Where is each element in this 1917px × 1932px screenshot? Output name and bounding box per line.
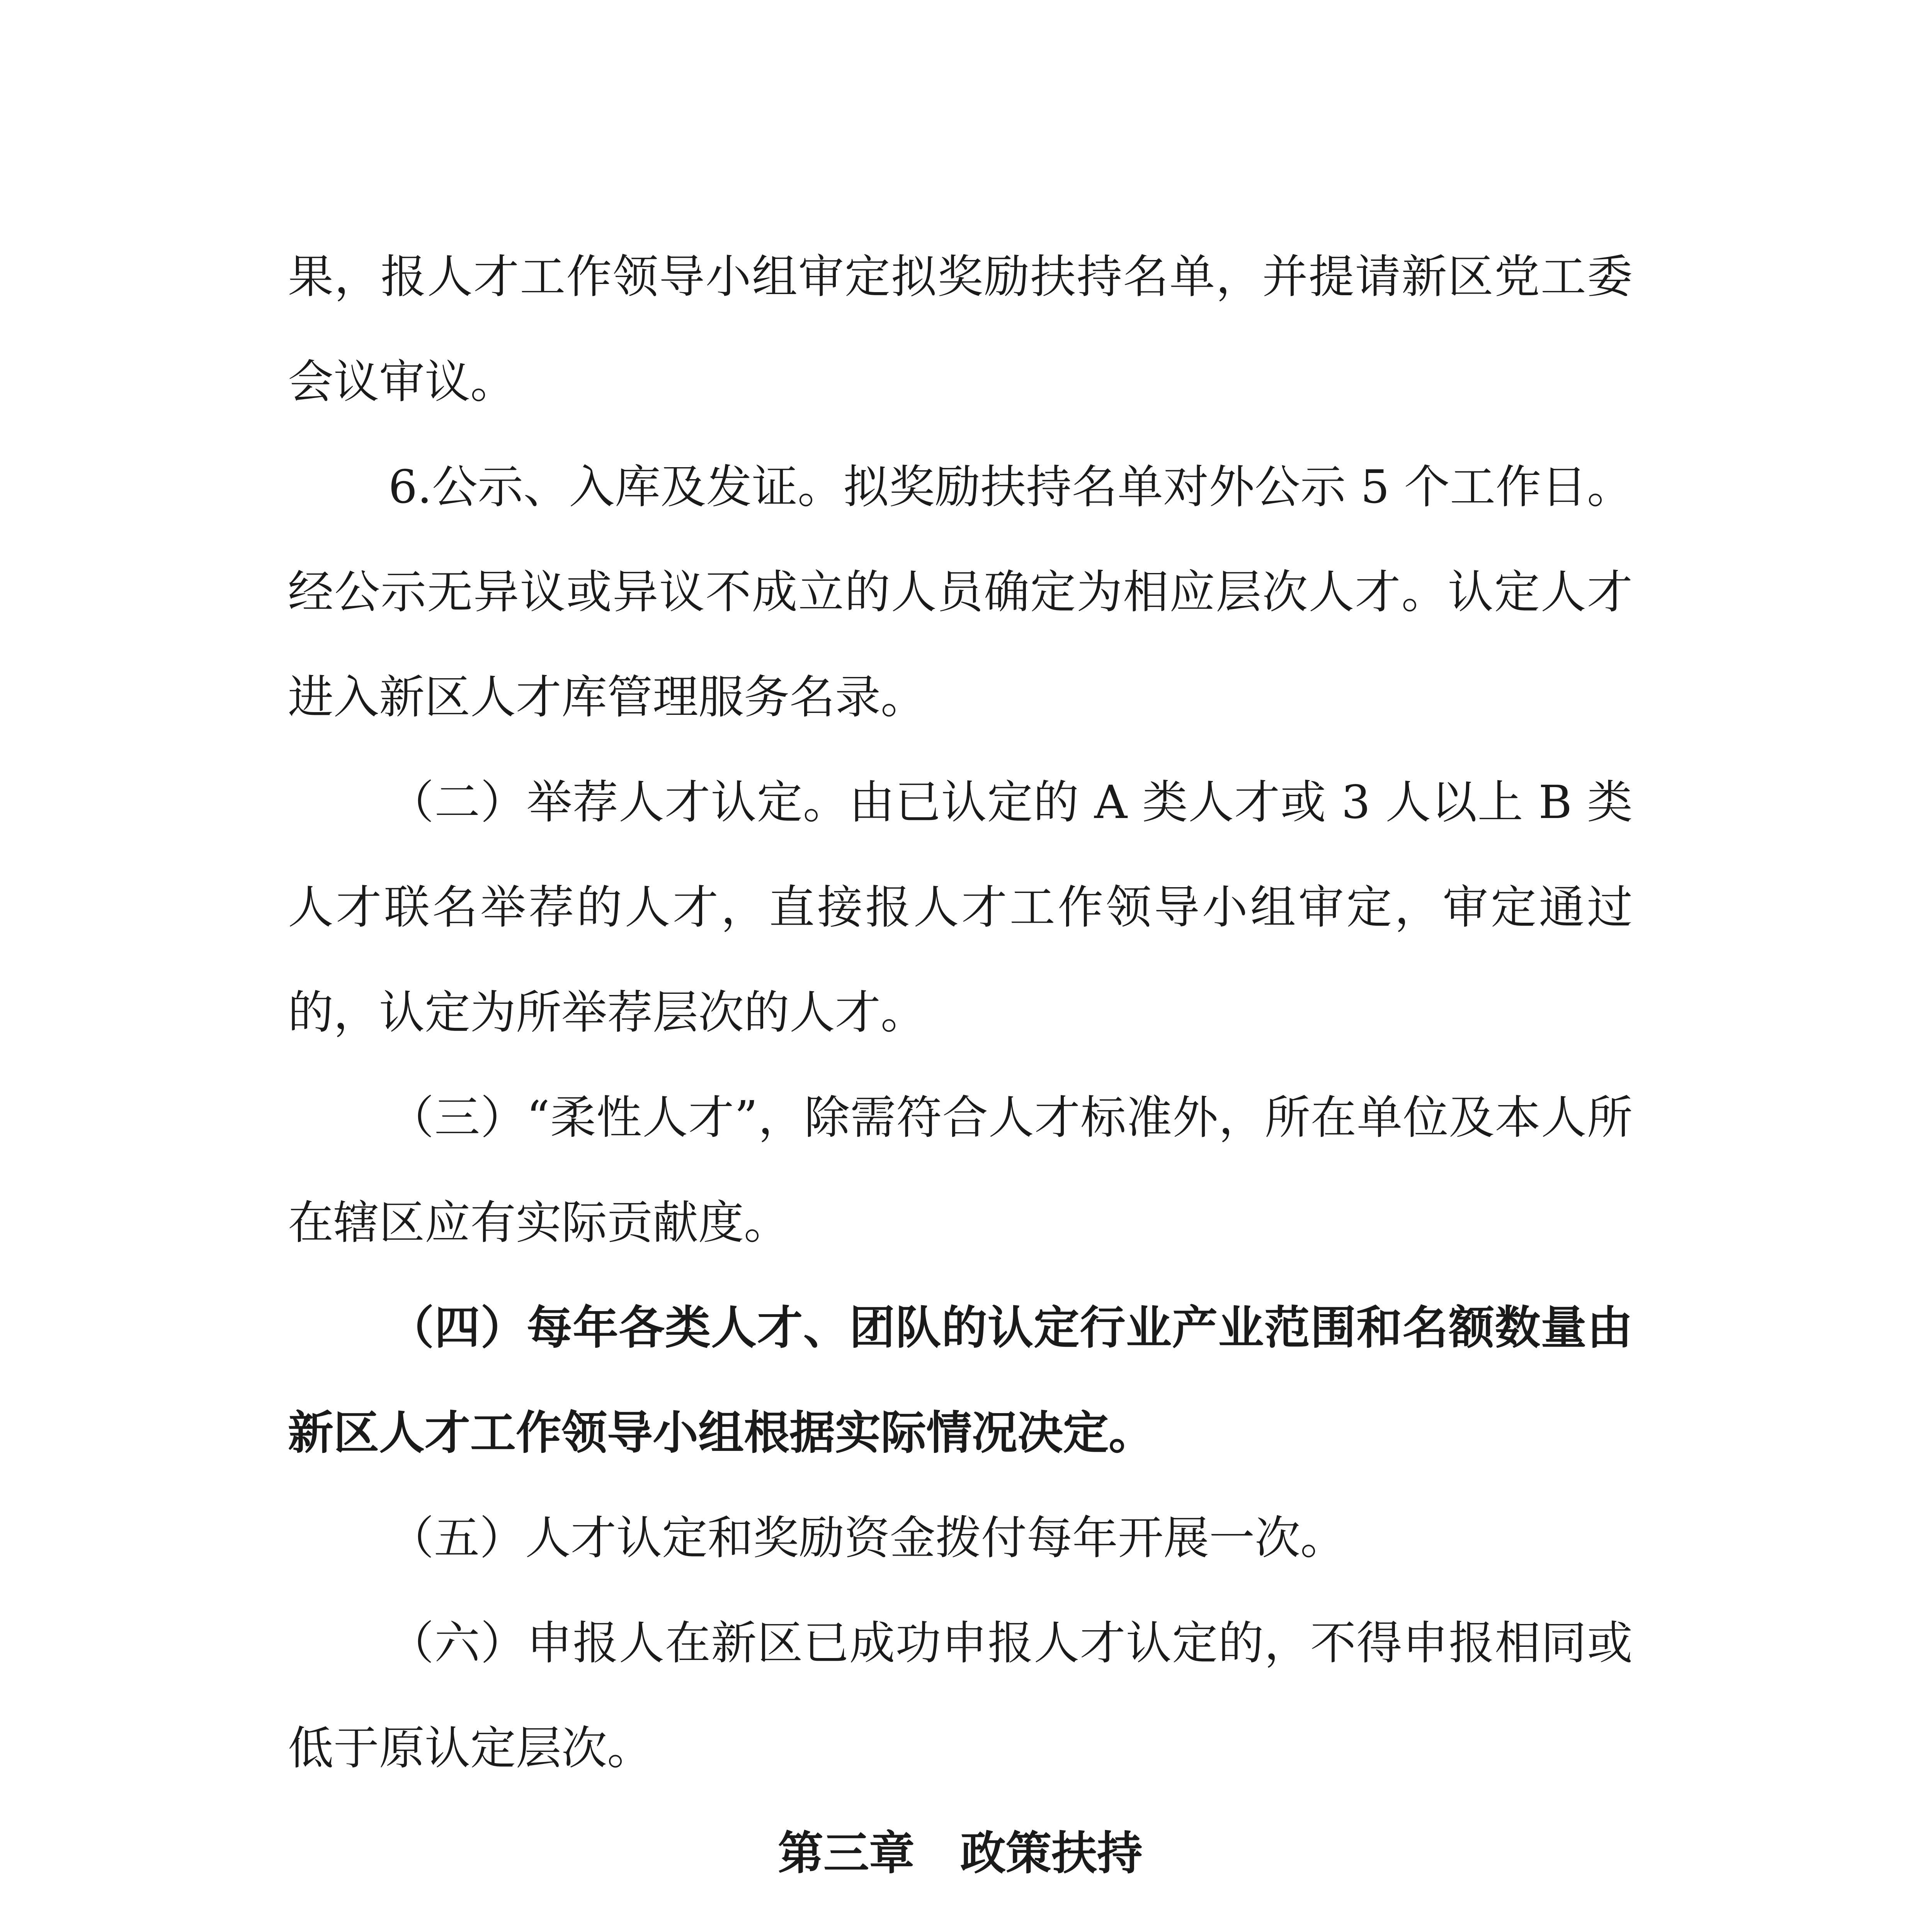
paragraph-section-5: （五）人才认定和奖励资金拨付每年开展一次。 <box>388 1511 1346 1565</box>
paragraph-item-6: 6.公示、入库及发证。拟奖励扶持名单对外公示 5 个工作日。经公示无异议或异议不成立的人员确定为相应层次人才。认定人才进入新区人才库管理服务名录。 <box>288 460 1633 724</box>
article-10 <box>288 1906 1633 1932</box>
chapter-title: 第三章 政策扶持 <box>777 1827 1143 1880</box>
paragraph-section-3: （三）“柔性人才”，除需符合人才标准外，所在单位及本人所在辖区应有实际贡献度。 <box>288 1091 1633 1249</box>
paragraph-section-6: （六）申报人在新区已成功申报人才认定的，不得申报相同或低于原认定层次。 <box>288 1616 1633 1775</box>
paragraph-section-2: （二）举荐人才认定。由已认定的 A 类人才或 3 人以上 B 类人才联名举荐的人才，直接报人才工作领导小组审定，审定通过的，认定为所举荐层次的人才。 <box>288 776 1633 1039</box>
document-body <box>288 224 1633 1932</box>
paragraph-section-4: （四）每年各类人才、团队的认定行业产业范围和名额数量由新区人才工作领导小组根据实际情况决定。 <box>288 1301 1633 1459</box>
paragraph-continuation: 果，报人才工作领导小组审定拟奖励扶持名单，并提请新区党工委会议审议。 <box>288 250 1633 408</box>
